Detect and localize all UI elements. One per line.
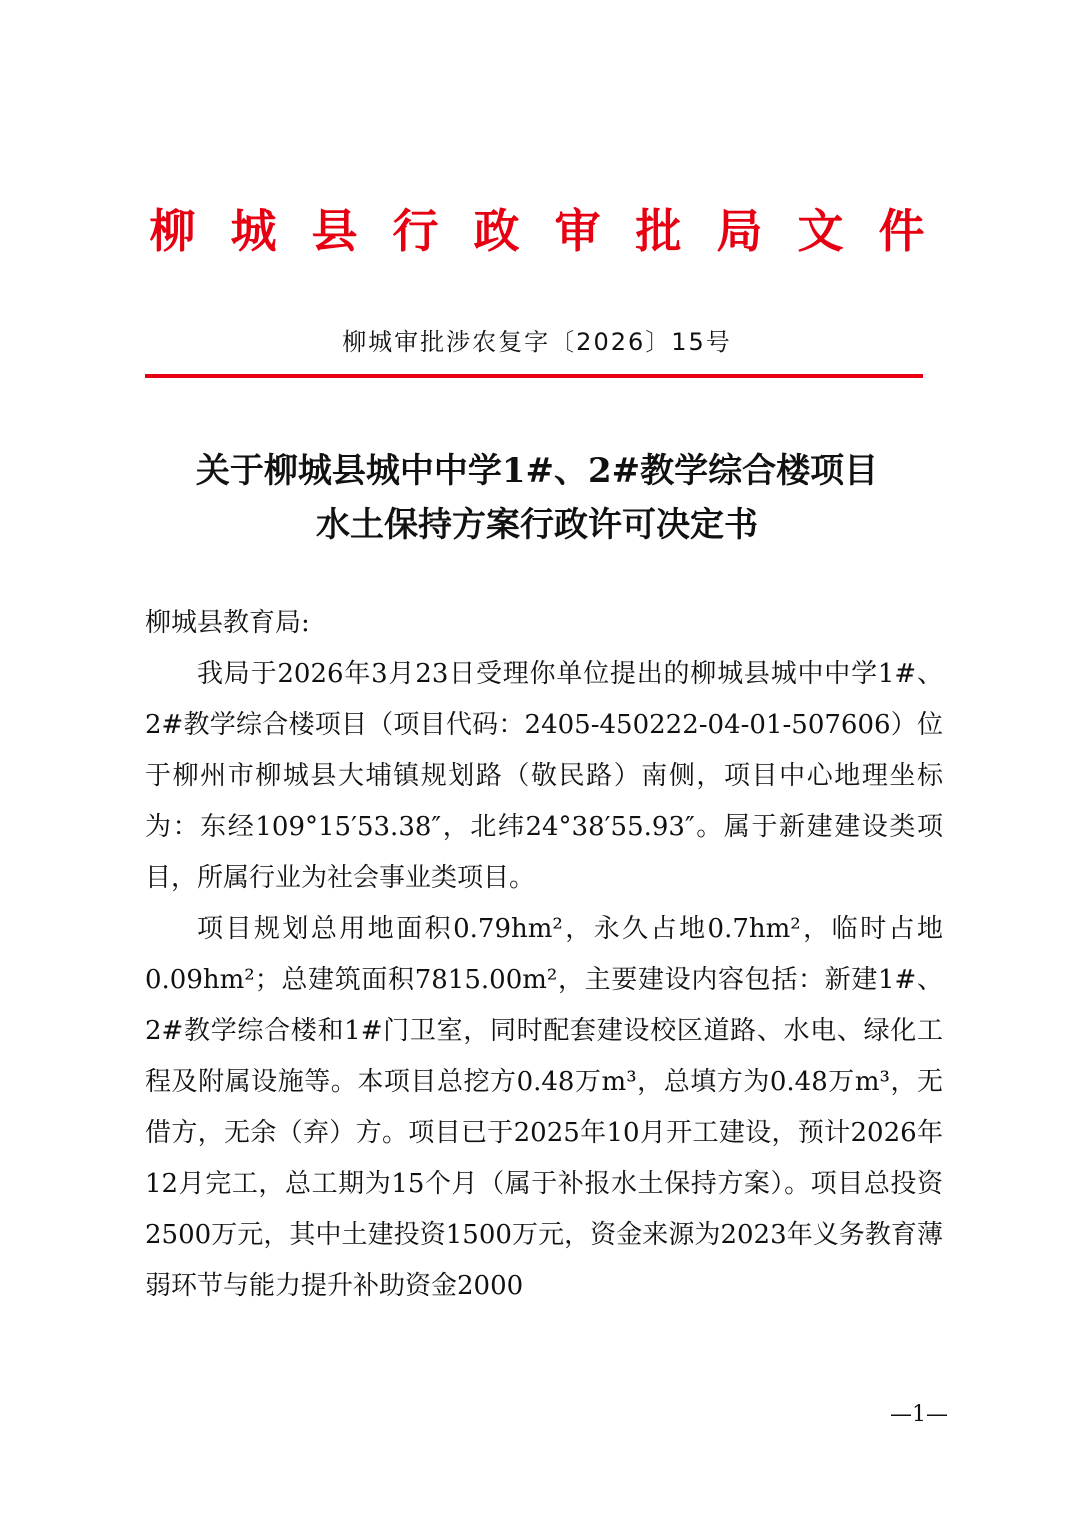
- document-body: [145, 598, 943, 1312]
- title-line-1: 关于柳城县城中中学1#、2#教学综合楼项目: [195, 451, 879, 491]
- title-line-2: 水土保持方案行政许可决定书: [316, 505, 758, 545]
- red-divider-line: [145, 374, 923, 378]
- page-number: —1—: [890, 1402, 948, 1427]
- salutation: 柳城县教育局:: [145, 608, 310, 638]
- document-number: 柳城审批涉农复字〔2026〕15号: [342, 328, 732, 356]
- document-title: [0, 444, 1074, 552]
- issuing-authority-header: 柳城县行政审批局文件: [149, 204, 960, 258]
- body-paragraph-1: 我局于2026年3月23日受理你单位提出的柳城县城中中学1#、2#教学综合楼项目（项目代码：2405-450222-04-01-507606）位于柳州市柳城县大埔镇规划路（敬民路）南侧，项目中心地理坐标为：东经109°15′53.38″，北纬24°38′55.93″。属于新建建设类项目，所属行业为社会事业类项目。: [145, 659, 943, 893]
- body-paragraph-2: 项目规划总用地面积0.79hm²，永久占地0.7hm²，临时占地0.09hm²；总建筑面积7815.00m²，主要建设内容包括：新建1#、2#教学综合楼和1#门卫室，同时配套建设校区道路、水电、绿化工程及附属设施等。本项目总挖方0.48万m³，总填方为0.48万m³，无借方，无余（弃）方。项目已于2025年10月开工建设，预计2026年12月完工，总工期为15个月（属于补报水土保持方案）。项目总投资2500万元，其中土建投资1500万元，资金来源为2023年义务教育薄弱环节与能力提升补助资金2000: [145, 914, 943, 1301]
